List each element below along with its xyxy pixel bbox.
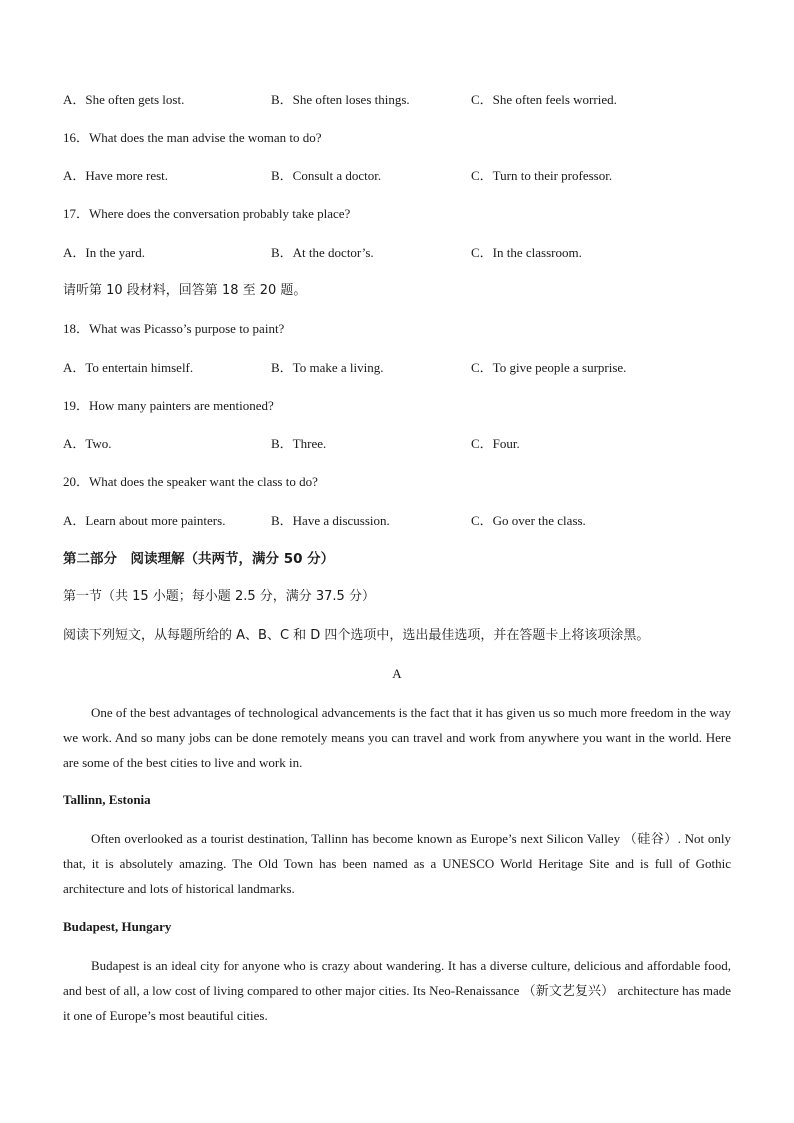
q15-option-b[interactable]: B．She often loses things. [271,92,410,107]
q19-option-c[interactable]: C．Four. [471,436,520,451]
part2-title: 第二部分 阅读理解（共两节，满分 50 分） [63,551,335,567]
q16-option-b[interactable]: B．Consult a doctor. [271,168,382,183]
q16-options [0,168,794,184]
q16-option-a[interactable]: A．Have more rest. [63,168,169,183]
q16-question: 16．What does the man advise the woman to do? [63,130,322,145]
q18-options [0,360,794,376]
passage-label: A [392,666,402,681]
intro-paragraph: One of the best advantages of technological advancements is the fact that it has given us so much more freedom in the way we work. And so many jobs can be done remotely means you can travel and work from anywhere you want in the world. Here are some of the best cities to live and work in. [63,705,731,770]
q18-question: 18．What was Picasso’s purpose to paint? [63,321,285,336]
q20-option-b[interactable]: B．Have a discussion. [271,513,390,528]
q17-options [0,245,794,261]
q17-option-a[interactable]: A．In the yard. [63,245,145,260]
section1-title: 第一节（共 15 小题；每小题 2.5 分，满分 37.5 分） [63,589,375,604]
city2-heading: Budapest, Hungary [63,919,172,934]
city1-paragraph: Often overlooked as a tourist destination, Tallinn has become known as Europe’s next Silicon Valley （硅谷）. Not only that, it is absolutely amazing. The Old Town has been named as a UNESCO World Heritage Site and is full of Gothic architecture and lots of historical landmarks. [63,831,731,896]
q19-option-a[interactable]: A．Two. [63,436,112,451]
q16-option-c[interactable]: C．Turn to their professor. [471,168,613,183]
q19-options [0,436,794,452]
q17-question: 17．Where does the conversation probably take place? [63,206,351,221]
q15-options [0,92,794,108]
q20-options [0,513,794,529]
q20-option-a[interactable]: A．Learn about more painters. [63,513,226,528]
q18-option-a[interactable]: A．To entertain himself. [63,360,194,375]
q17-option-c[interactable]: C．In the classroom. [471,245,582,260]
city1-heading: Tallinn, Estonia [63,792,151,807]
q20-option-c[interactable]: C．Go over the class. [471,513,586,528]
q18-option-b[interactable]: B．To make a living. [271,360,384,375]
q15-option-a[interactable]: A．She often gets lost. [63,92,185,107]
city2-paragraph: Budapest is an ideal city for anyone who is crazy about wandering. It has a diverse culture, delicious and affordable food, and best of all, a low cost of living compared to other major cities. Its Neo-Renaissance （新文艺复兴） architecture has made it one of Europe’s most beautiful cities. [63,958,731,1023]
q15-option-c[interactable]: C．She often feels worried. [471,92,617,107]
section1-instruction: 阅读下列短文，从每题所给的 A、B、C 和 D 四个选项中，选出最佳选项，并在答题卡上将该项涂黑。 [63,628,650,643]
q20-question: 20．What does the speaker want the class to do? [63,474,318,489]
q19-option-b[interactable]: B．Three. [271,436,327,451]
listening-instruction: 请听第 10 段材料，回答第 18 至 20 题。 [63,283,307,298]
q17-option-b[interactable]: B．At the doctor’s. [271,245,374,260]
q19-question: 19．How many painters are mentioned? [63,398,274,413]
q18-option-c[interactable]: C．To give people a surprise. [471,360,627,375]
